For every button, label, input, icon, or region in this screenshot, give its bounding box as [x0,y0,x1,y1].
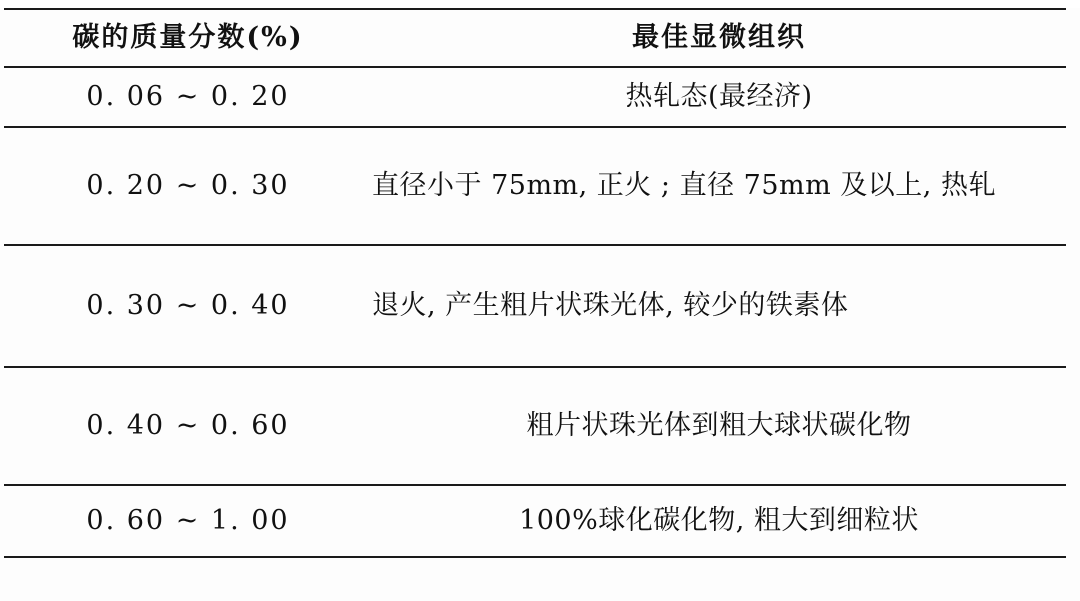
cell-microstructure: 热轧态(最经济) [372,67,1066,127]
cell-carbon-range: 0. 20 ~ 0. 30 [4,127,372,245]
cell-microstructure: 退火, 产生粗片状珠光体, 较少的铁素体 [372,245,1066,367]
table-row [4,367,1066,485]
table-header-row [4,9,1066,67]
table-row [4,245,1066,367]
cell-microstructure: 直径小于 75mm, 正火 ; 直径 75mm 及以上, 热轧 [372,127,1066,245]
document-page [0,8,1080,601]
cell-carbon-range: 0. 06 ~ 0. 20 [4,67,372,127]
cell-microstructure: 粗片状珠光体到粗大球状碳化物 [372,367,1066,485]
table-row [4,127,1066,245]
table-row [4,67,1066,127]
carbon-microstructure-table [4,8,1066,558]
cell-microstructure: 100%球化碳化物, 粗大到细粒状 [372,485,1066,557]
header-cell-carbon: 碳的质量分数(%) [4,9,372,67]
header-cell-microstructure: 最佳显微组织 [372,9,1066,67]
cell-carbon-range: 0. 60 ~ 1. 00 [4,485,372,557]
table-row [4,485,1066,557]
cell-carbon-range: 0. 40 ~ 0. 60 [4,367,372,485]
cell-carbon-range: 0. 30 ~ 0. 40 [4,245,372,367]
